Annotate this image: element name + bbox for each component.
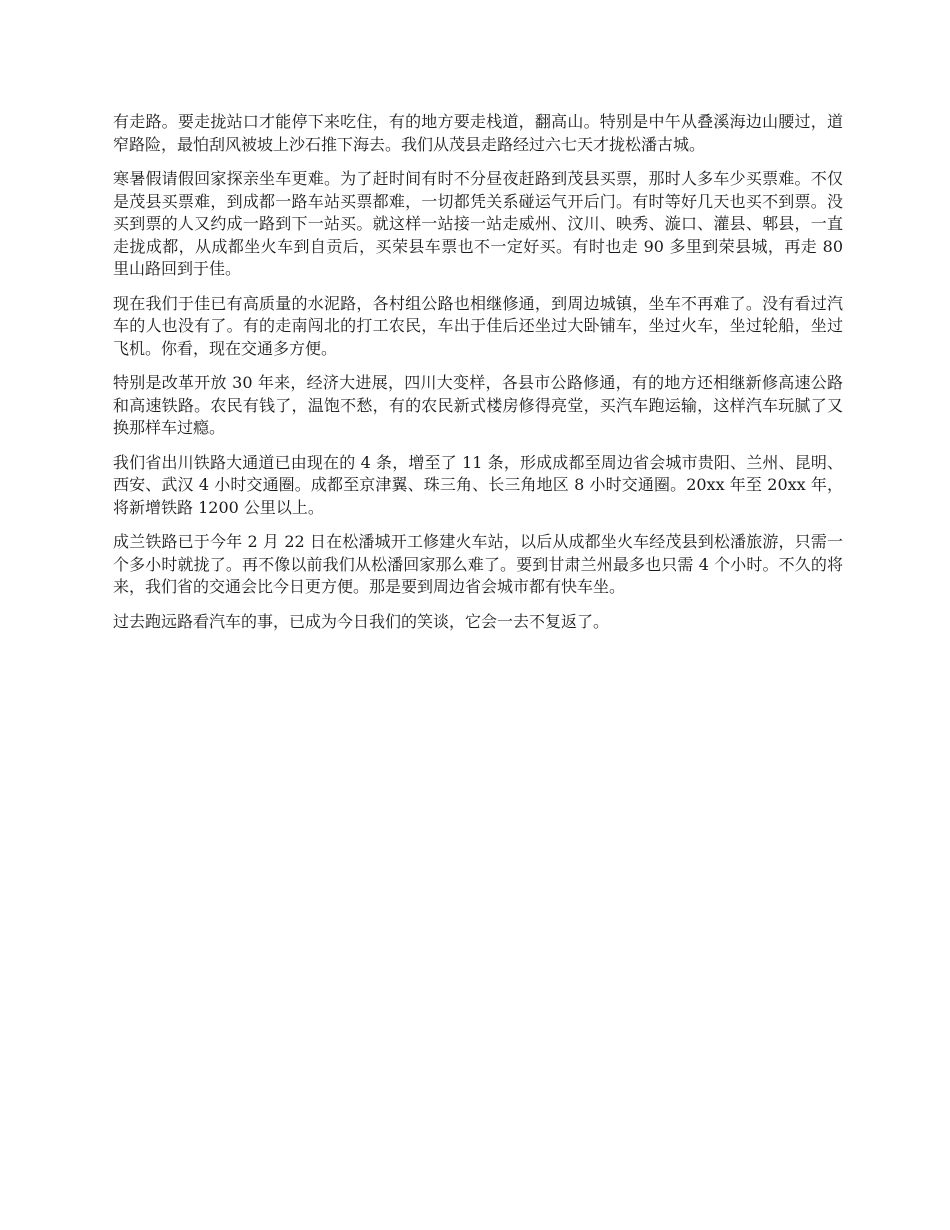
paragraph-4: 特别是改革开放 30 年来，经济大进展，四川大变样，各县市公路修通，有的地方还相继新修高速公路和高速铁路。农民有钱了，温饱不愁，有的农民新式楼房修得亮堂，买汽车跑运输，这样汽车玩腻了又换那样车过瘾。 bbox=[113, 373, 843, 437]
paragraph-3: 现在我们于佳已有高质量的水泥路，各村组公路也相继修通，到周边城镇，坐车不再难了。没有看过汽车的人也没有了。有的走南闯北的打工农民，车出于佳后还坐过大卧铺车，坐过火车，坐过轮船，坐过飞机。你看，现在交通多方便。 bbox=[113, 293, 843, 358]
paragraph-6: 成兰铁路已于今年 2 月 22 日在松潘城开工修建火车站，以后从成都坐火车经茂县到松潘旅游，只需一个多小时就拢了。再不像以前我们从松潘回家那么难了。要到甘肃兰州最多也只需 4 个小时。不久的将来，我们省的交通会比今日更方便。那是要到周边省会城市都有快车坐。 bbox=[113, 532, 843, 596]
paragraph-2: 寒暑假请假回家探亲坐车更难。为了赶时间有时不分昼夜赶路到茂县买票，那时人多车少买票难。不仅是茂县买票难，到成都一路车站买票都难，一切都凭关系碰运气开后门。有时等好几天也买不到票。没买到票的人又约成一路到下一站买。就这样一站接一站走威州、汶川、映秀、漩口、灌县、郫县，一直走拢成都，从成都坐火车到自贡后，买荣县车票也不一定好买。有时也走 90 多里到荣县城，再走 80 里山路回到于佳。 bbox=[113, 169, 843, 278]
document-page bbox=[113, 111, 843, 645]
paragraph-1: 有走路。要走拢站口才能停下来吃住，有的地方要走栈道，翻高山。特别是中午从叠溪海边山腰过，道窄路险，最怕刮风被坡上沙石推下海去。我们从茂县走路经过六七天才拢松潘古城。 bbox=[113, 112, 843, 154]
paragraph-7: 过去跑远路看汽车的事，已成为今日我们的笑谈，它会一去不复返了。 bbox=[113, 611, 610, 631]
paragraph-5: 我们省出川铁路大通道已由现在的 4 条，增至了 11 条，形成成都至周边省会城市贵阳、兰州、昆明、西安、武汉 4 小时交通圈。成都至京津翼、珠三角、长三角地区 8 小时交通圈。20xx 年至 20xx 年，将新增铁路 1200 公里以上。 bbox=[113, 452, 843, 517]
